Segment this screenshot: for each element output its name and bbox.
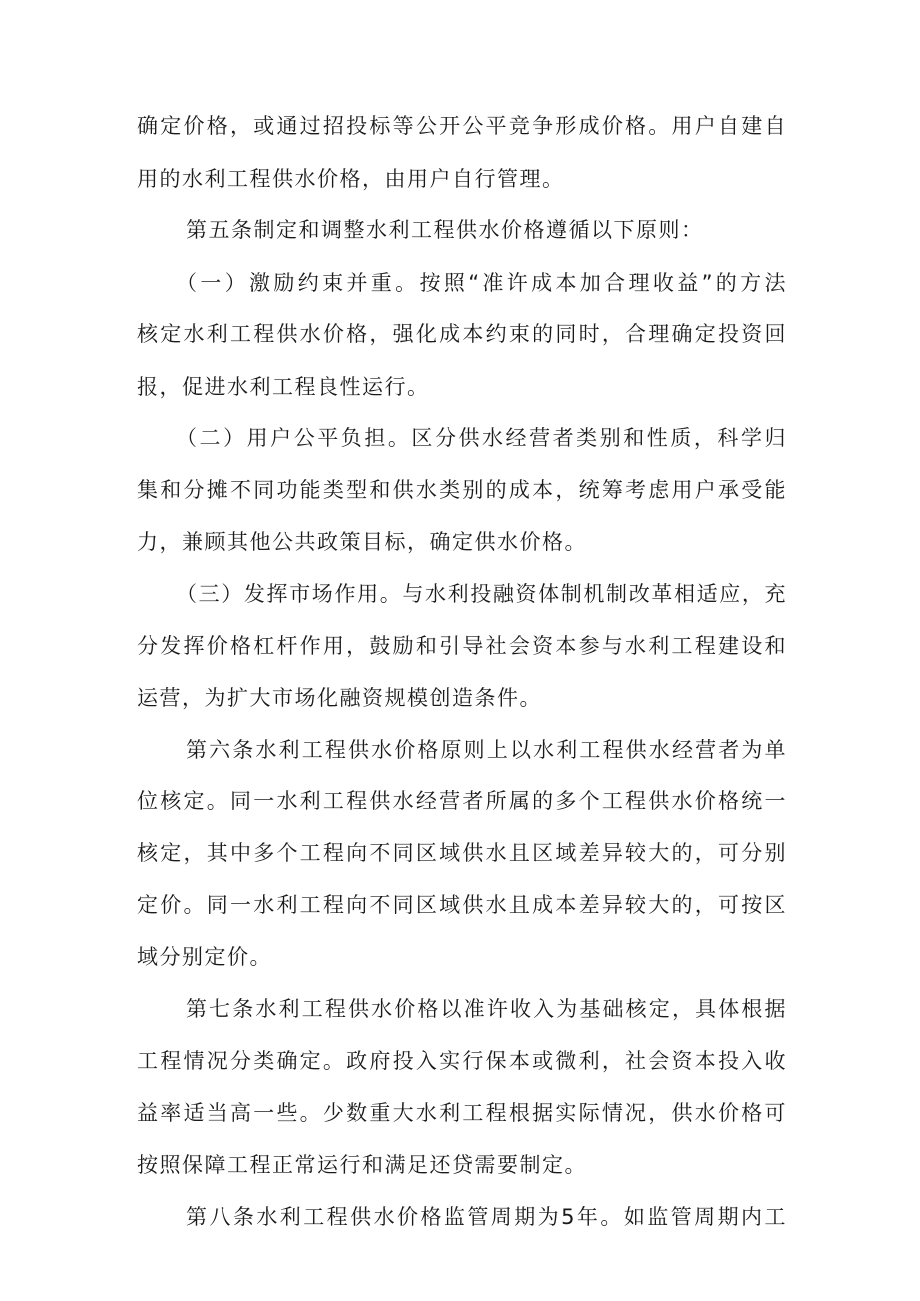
text-line: 报，促进水利工程良性运行。 xyxy=(137,375,430,399)
text-line: 运营，为扩大市场化融资规模创造条件。 xyxy=(137,686,542,710)
text-line: 力，兼顾其他公共政策目标，确定供水价格。 xyxy=(137,530,587,554)
text-line: 按照保障工程正常运行和满足还贷需要制定。 xyxy=(137,1153,587,1177)
article-heading: 第六条水利工程供水价格原则上以水利工程供水经营者为单 xyxy=(186,738,787,762)
text-line: 确定价格，或通过招投标等公开公平竞争形成价格。用户自建自 xyxy=(137,114,787,138)
text-line: 集和分摊不同功能类型和供水类别的成本，统筹考虑用户承受能 xyxy=(137,478,787,502)
article-heading: 第七条水利工程供水价格以准许收入为基础核定，具体根据 xyxy=(186,997,787,1021)
text-line: 益率适当高一些。少数重大水利工程根据实际情况，供水价格可 xyxy=(137,1101,787,1125)
text-line: 核定水利工程供水价格，强化成本约束的同时，合理确定投资回 xyxy=(137,322,787,346)
text-line: 用的水利工程供水价格，由用户自行管理。 xyxy=(137,167,565,191)
text-line: 核定，其中多个工程向不同区域供水且区域差异较大的，可分别 xyxy=(137,841,787,865)
text-line: 工程情况分类确定。政府投入实行保本或微利，社会资本投入收 xyxy=(137,1049,787,1073)
text-line: 分发挥价格杠杆作用，鼓励和引导社会资本参与水利工程建设和 xyxy=(137,634,787,658)
text-line: （一）激励约束并重。按照“准许成本加合理收益”的方法 xyxy=(176,271,787,295)
text-line: （二）用户公平负担。区分供水经营者类别和性质，科学归 xyxy=(176,426,787,450)
text-line: 域分别定价。 xyxy=(137,945,272,969)
article-heading: 第八条水利工程供水价格监管周期为5年。如监管周期内工 xyxy=(186,1205,787,1229)
article-heading: 第五条制定和调整水利工程供水价格遵循以下原则： xyxy=(186,218,704,242)
text-line: 位核定。同一水利工程供水经营者所属的多个工程供水价格统一 xyxy=(137,789,787,813)
text-line: 定价。同一水利工程向不同区域供水且成本差异较大的，可按区 xyxy=(137,893,787,917)
text-line: （三）发挥市场作用。与水利投融资体制机制改革相适应，充 xyxy=(176,582,787,606)
